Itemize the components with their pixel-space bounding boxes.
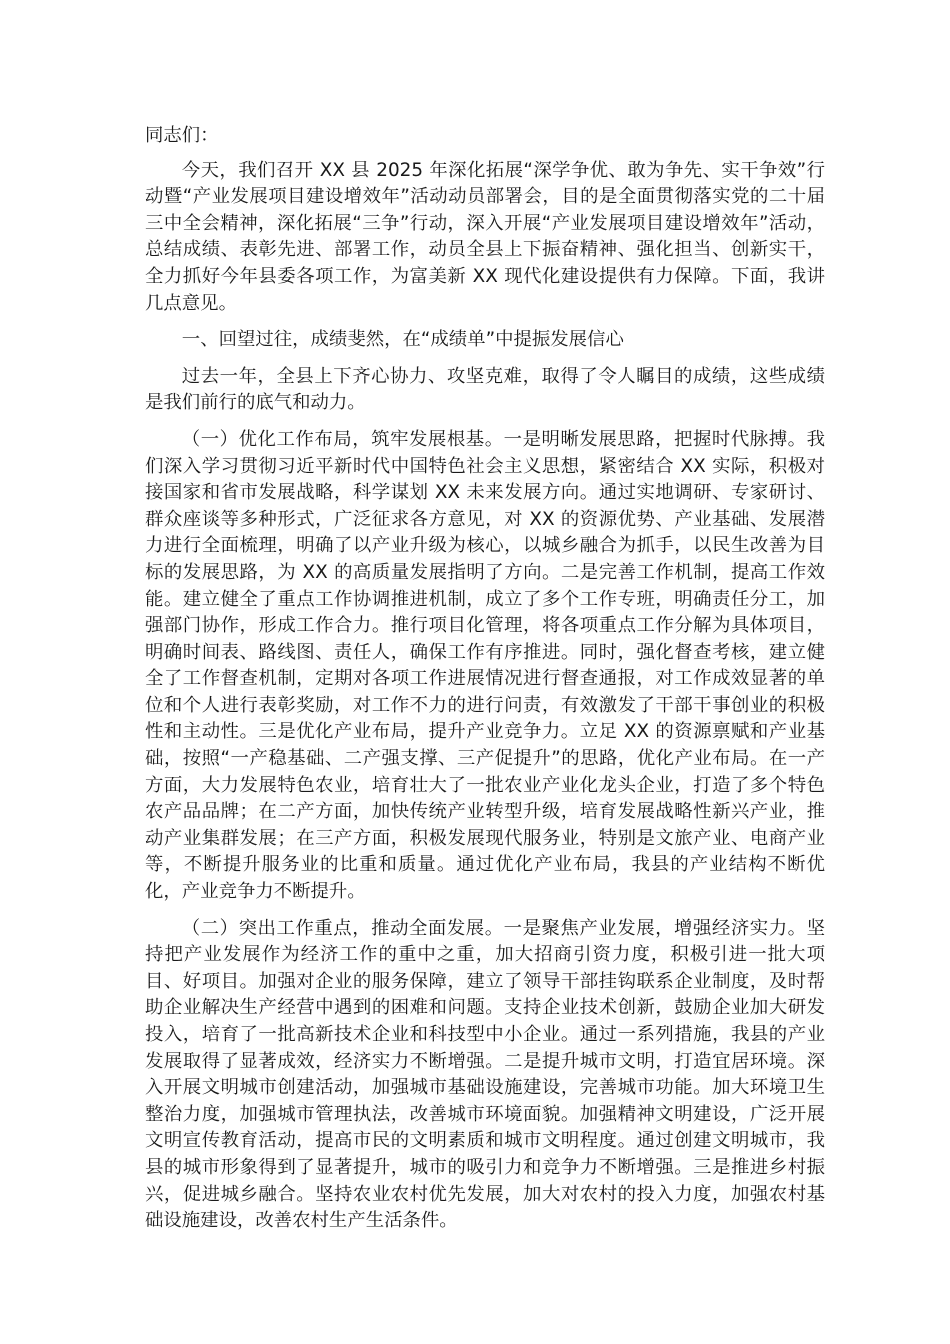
part-one-paragraph: （一）优化工作布局，筑牢发展根基。一是明晰发展思路，把握时代脉搏。我们深入学习贯彻习近平新时代中国特色社会主义思想，紧密结合 XX 实际，积极对接国家和省市发展战略，科学谋划 XX 未来发展方向。通过实地调研、专家研讨、群众座谈等多种形式，广泛征求各方意见，对 XX 的资源优势、产业基础、发展潜力进行全面梳理，明确了以产业升级为核心，以城乡融合为抓手，以民生改善为目标的发展思路，为 XX 的高质量发展指明了方向。二是完善工作机制，提高工作效能。建立健全了重点工作协调推进机制，成立了多个工作专班，明确责任分工，加强部门协作，形成工作合力。推行项目化管理，将各项重点工作分解为具体项目，明确时间表、路线图、责任人，确保工作有序推进。同时，强化督查考核，建立健全了工作督查机制，定期对各项工作进展情况进行督查通报，对工作成效显著的单位和个人进行表彰奖励，对工作不力的进行问责，有效激发了干部干事创业的积极性和主动性。三是优化产业布局，提升产业竞争力。立足 XX 的资源禀赋和产业基础，按照“一产稳基础、二产强支撑、三产促提升”的思路，优化产业布局。在一产方面，大力发展特色农业，培育壮大了一批农业产业化龙头企业，打造了多个特色农产品品牌；在二产方面，加快传统产业转型升级，培育发展战略性新兴产业，推动产业集群发展；在三产方面，积极发展现代服务业，特别是文旅产业、电商产业等，不断提升服务业的比重和质量。通过优化产业布局，我县的产业结构不断优化，产业竞争力不断提升。	[145, 428, 825, 903]
section-intro-paragraph: 过去一年，全县上下齐心协力、攻坚克难，取得了令人瞩目的成绩，这些成绩是我们前行的底气和动力。	[145, 365, 825, 414]
document-body	[145, 123, 825, 1245]
salutation: 同志们：	[145, 125, 219, 146]
intro-paragraph: 今天，我们召开 XX 县 2025 年深化拓展“深学争优、敢为争先、实干争效”行动暨“产业发展项目建设增效年”活动动员部署会，目的是全面贯彻落实党的二十届三中全会精神，深化拓展“三争”行动，深入开展“产业发展项目建设增效年”活动，总结成绩、表彰先进、部署工作，动员全县上下振奋精神、强化担当、创新实干，全力抓好今年县委各项工作，为富美新 XX 现代化建设提供有力保障。下面，我讲几点意见。	[145, 159, 825, 314]
part-two-paragraph: （二）突出工作重点，推动全面发展。一是聚焦产业发展，增强经济实力。坚持把产业发展作为经济工作的重中之重，加大招商引资力度，积极引进一批大项目、好项目。加强对企业的服务保障，建立了领导干部挂钩联系企业制度，及时帮助企业解决生产经营中遇到的困难和问题。支持企业技术创新，鼓励企业加大研发投入，培育了一批高新技术企业和科技型中小企业。通过一系列措施，我县的产业发展取得了显著成效，经济实力不断增强。二是提升城市文明，打造宜居环境。深入开展文明城市创建活动，加强城市基础设施建设，完善城市功能。加大环境卫生整治力度，加强城市管理执法，改善城市环境面貌。加强精神文明建设，广泛开展文明宣传教育活动，提高市民的文明素质和城市文明程度。通过创建文明城市，我县的城市形象得到了显著提升，城市的吸引力和竞争力不断增强。三是推进乡村振兴，促进城乡融合。坚持农业农村优先发展，加大对农村的投入力度，加强农村基础设施建设，改善农村生产生活条件。	[145, 917, 825, 1232]
section-heading: 一、回望过往，成绩斐然，在“成绩单”中提振发展信心	[181, 329, 624, 351]
